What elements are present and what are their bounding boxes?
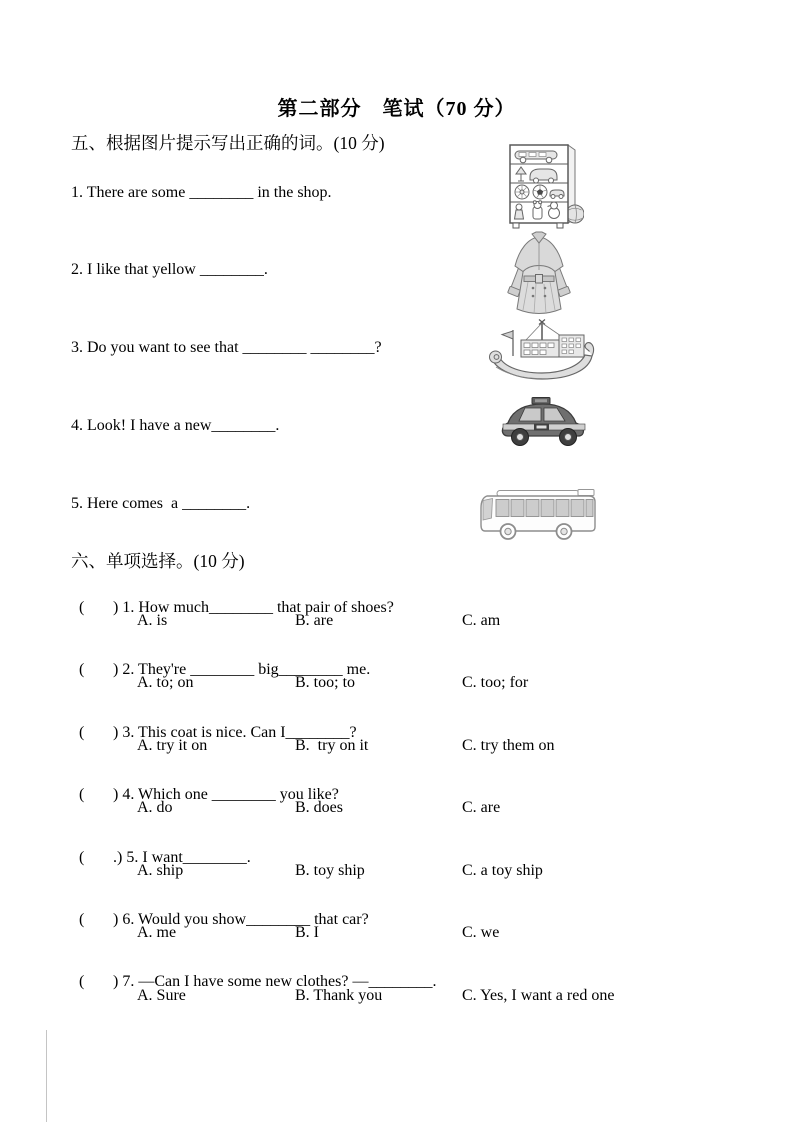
mc-question-1 <box>71 581 394 617</box>
section5-question-4: 4. Look! I have a new________. <box>71 417 280 434</box>
answer-paren-3: ( <box>79 724 85 741</box>
answer-paren-7: ( <box>79 973 85 990</box>
mc-4-option-a: A. do <box>137 799 173 816</box>
answer-paren-1: ( <box>79 599 85 616</box>
mc-1-option-a: A. is <box>137 612 168 629</box>
mc-6-option-a: A. me <box>137 924 177 941</box>
section6-header: 六、单项选择。(10 分) <box>71 551 245 571</box>
mc-question-7 <box>71 955 436 991</box>
mc-6-option-b: B. I <box>295 924 319 941</box>
mc-question-6 <box>71 893 369 929</box>
taxi-image <box>498 396 590 449</box>
section5-question-1: 1. There are some ________ in the shop. <box>71 184 332 201</box>
mc-7-option-b: B. Thank you <box>295 987 383 1004</box>
mc-2-option-a: A. to; on <box>137 674 194 691</box>
section5-question-3: 3. Do you want to see that ________ ________? <box>71 339 382 356</box>
answer-paren-4: ( <box>79 786 85 803</box>
mc-question-2-text: ) 2. They're ________ big________ me. <box>113 661 371 678</box>
mc-6-option-c: C. we <box>462 924 500 941</box>
mc-question-1-text: ) 1. How much________ that pair of shoes? <box>113 599 394 616</box>
section5-question-5: 5. Here comes a ________. <box>71 495 251 512</box>
mc-1-option-c: C. am <box>462 612 501 629</box>
mc-3-option-a: A. try it on <box>137 737 208 754</box>
mc-5-option-a: A. ship <box>137 862 184 879</box>
mc-2-option-c: C. too; for <box>462 674 529 691</box>
mc-3-option-c: C. try them on <box>462 737 555 754</box>
mc-question-4-text: ) 4. Which one ________ you like? <box>113 786 339 803</box>
section5-question-2: 2. I like that yellow ________. <box>71 261 268 278</box>
bus-image <box>477 487 599 542</box>
section5-header: 五、根据图片提示写出正确的词。(10 分) <box>71 133 385 153</box>
mc-3-option-b: B. try on it <box>295 737 369 754</box>
mc-2-option-b: B. too; to <box>295 674 356 691</box>
mc-7-option-a: A. Sure <box>137 987 186 1004</box>
toy-shelf-image <box>502 141 584 229</box>
page-edge-line <box>46 1030 47 1122</box>
answer-paren-2: ( <box>79 661 85 678</box>
mc-question-7-text: ) 7. —Can I have some new clothes? —________. <box>113 973 437 990</box>
mc-question-6-text: ) 6. Would you show________ that car? <box>113 911 369 928</box>
answer-paren-5: ( <box>79 849 85 866</box>
mc-4-option-b: B. does <box>295 799 343 816</box>
mc-question-3-text: ) 3. This coat is nice. Can I________? <box>113 724 357 741</box>
coat-image <box>506 230 572 318</box>
mc-7-option-c: C. Yes, I want a red one <box>462 987 615 1004</box>
page-title: 第二部分 笔试（70 分） <box>277 98 516 120</box>
answer-paren-6: ( <box>79 911 85 928</box>
mc-4-option-c: C. are <box>462 799 501 816</box>
mc-5-option-b: B. toy ship <box>295 862 365 879</box>
mc-5-option-c: C. a toy ship <box>462 862 543 879</box>
mc-question-5-text: .) 5. I want________. <box>113 849 251 866</box>
ship-image <box>482 318 599 385</box>
mc-1-option-b: B. are <box>295 612 334 629</box>
